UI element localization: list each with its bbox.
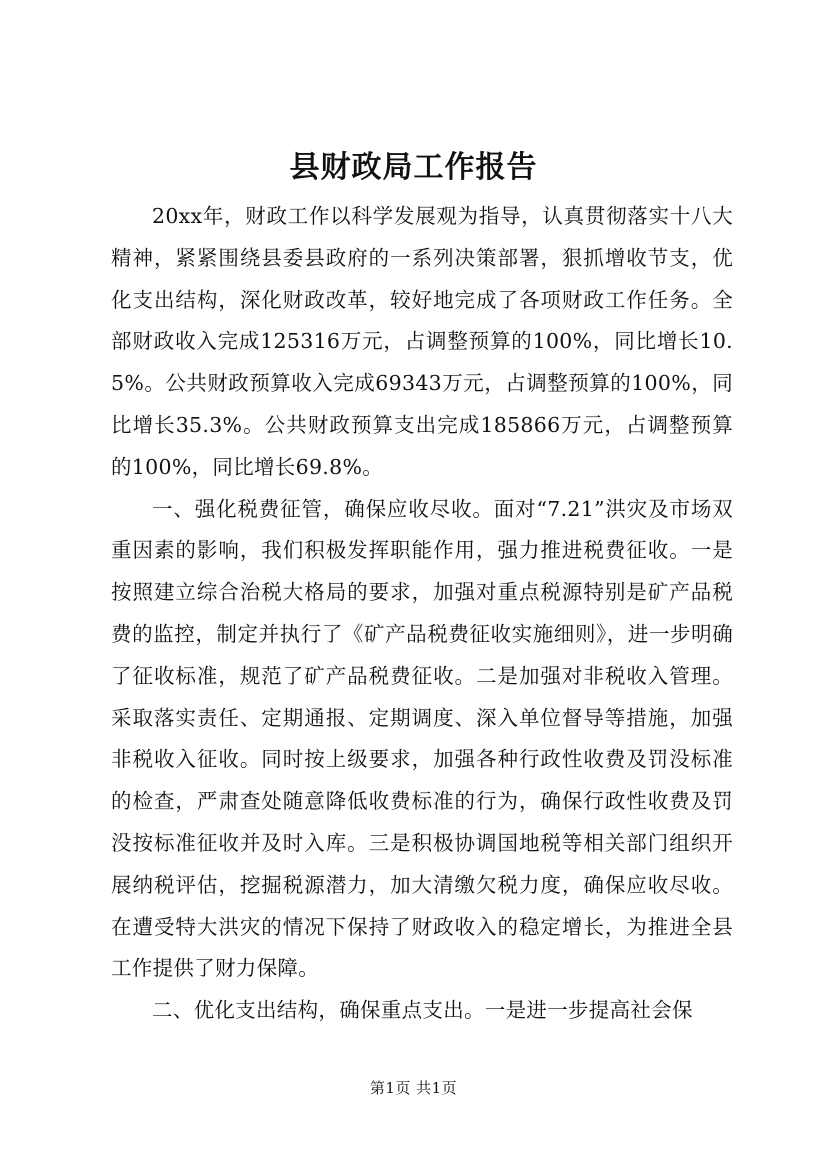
document-body (111, 196, 733, 1032)
page-number-footer: 第1页 共1页 (369, 1079, 458, 1097)
paragraph-section-1: 一、强化税费征管，确保应收尽收。面对“7.21”洪灾及市场双重因素的影响，我们积极发挥职能作用，强力推进税费征收。一是按照建立综合治税大格局的要求，加强对重点税源特别是矿产品税费的监控，制定并执行了《矿产品税费征收实施细则》，进一步明确了征收标准，规范了矿产品税费征收。二是加强对非税收入管理。采取落实责任、定期通报、定期调度、深入单位督导等措施，加强非税收入征收。同时按上级要求，加强各种行政性收费及罚没标准的检查，严肃查处随意降低收费标准的行为，确保行政性收费及罚没按标准征收并及时入库。三是积极协调国地税等相关部门组织开展纳税评估，挖掘税源潜力，加大清缴欠税力度，确保应收尽收。在遭受特大洪灾的情况下保持了财政收入的稳定增长，为推进全县工作提供了财力保障。 (111, 496, 733, 981)
paragraph-section-2: 二、优化支出结构，确保重点支出。一是进一步提高社会保 (152, 998, 693, 1023)
paragraph-intro: 20xx年，财政工作以科学发展观为指导，认真贯彻落实十八大精神，紧紧围绕县委县政府的一系列决策部署，狠抓增收节支，优化支出结构，深化财政改革，较好地完成了各项财政工作任务。全部财政收入完成125316万元，占调整预算的100%，同比增长10.5%。公共财政预算收入完成69343万元，占调整预算的100%，同比增长35.3%。公共财政预算支出完成185866万元，占调整预算的100%，同比增长69.8%。 (111, 204, 733, 479)
document-title: 县财政局工作报告 (289, 150, 538, 185)
